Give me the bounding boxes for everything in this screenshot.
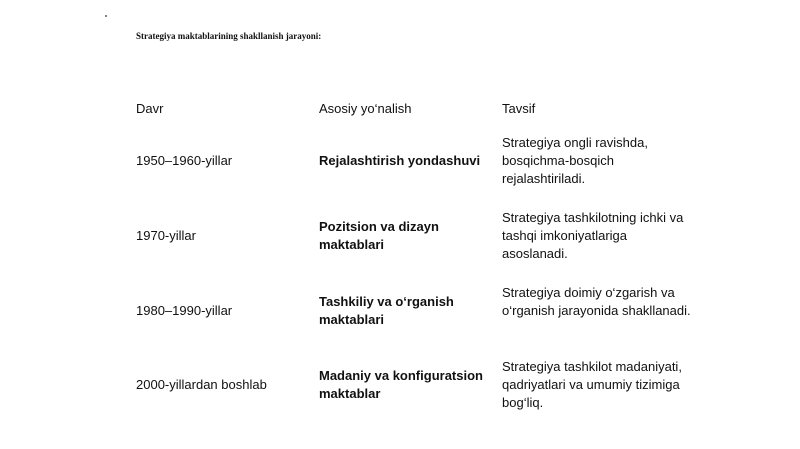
row-period: 1970-yillar — [136, 228, 196, 243]
header-direction: Asosiy yo‘nalish — [319, 101, 412, 116]
header-description: Tavsif — [502, 101, 536, 116]
row-period: 2000-yillardan boshlab — [136, 377, 267, 392]
row-period: 1980–1990-yillar — [136, 303, 233, 318]
row-description: Strategiya tashkilot madaniyati, qadriyatlari va umumiy tizimiga bog‘liq. — [502, 359, 682, 410]
row-direction: Madaniy va konfiguratsion maktablar — [319, 368, 483, 401]
header-period: Davr — [136, 101, 164, 116]
row-description: Strategiya ongli ravishda, bosqichma-bosqich rejalashtiriladi. — [502, 135, 648, 186]
row-direction: Tashkiliy va o‘rganish maktablari — [319, 294, 454, 327]
page-dot-mark — [105, 15, 107, 17]
row-direction: Rejalashtirish yondashuvi — [319, 153, 481, 168]
row-period: 1950–1960-yillar — [136, 153, 233, 168]
row-description: Strategiya tashkilotning ichki va tashqi imkoniyatlariga asoslanadi. — [502, 210, 684, 261]
row-description: Strategiya doimiy o‘zgarish va o‘rganish jarayonida shakllanadi. — [502, 285, 691, 318]
document-heading: Strategiya maktablarining shakllanish jarayoni: — [136, 31, 322, 41]
row-direction: Pozitsion va dizayn maktablari — [319, 219, 439, 252]
